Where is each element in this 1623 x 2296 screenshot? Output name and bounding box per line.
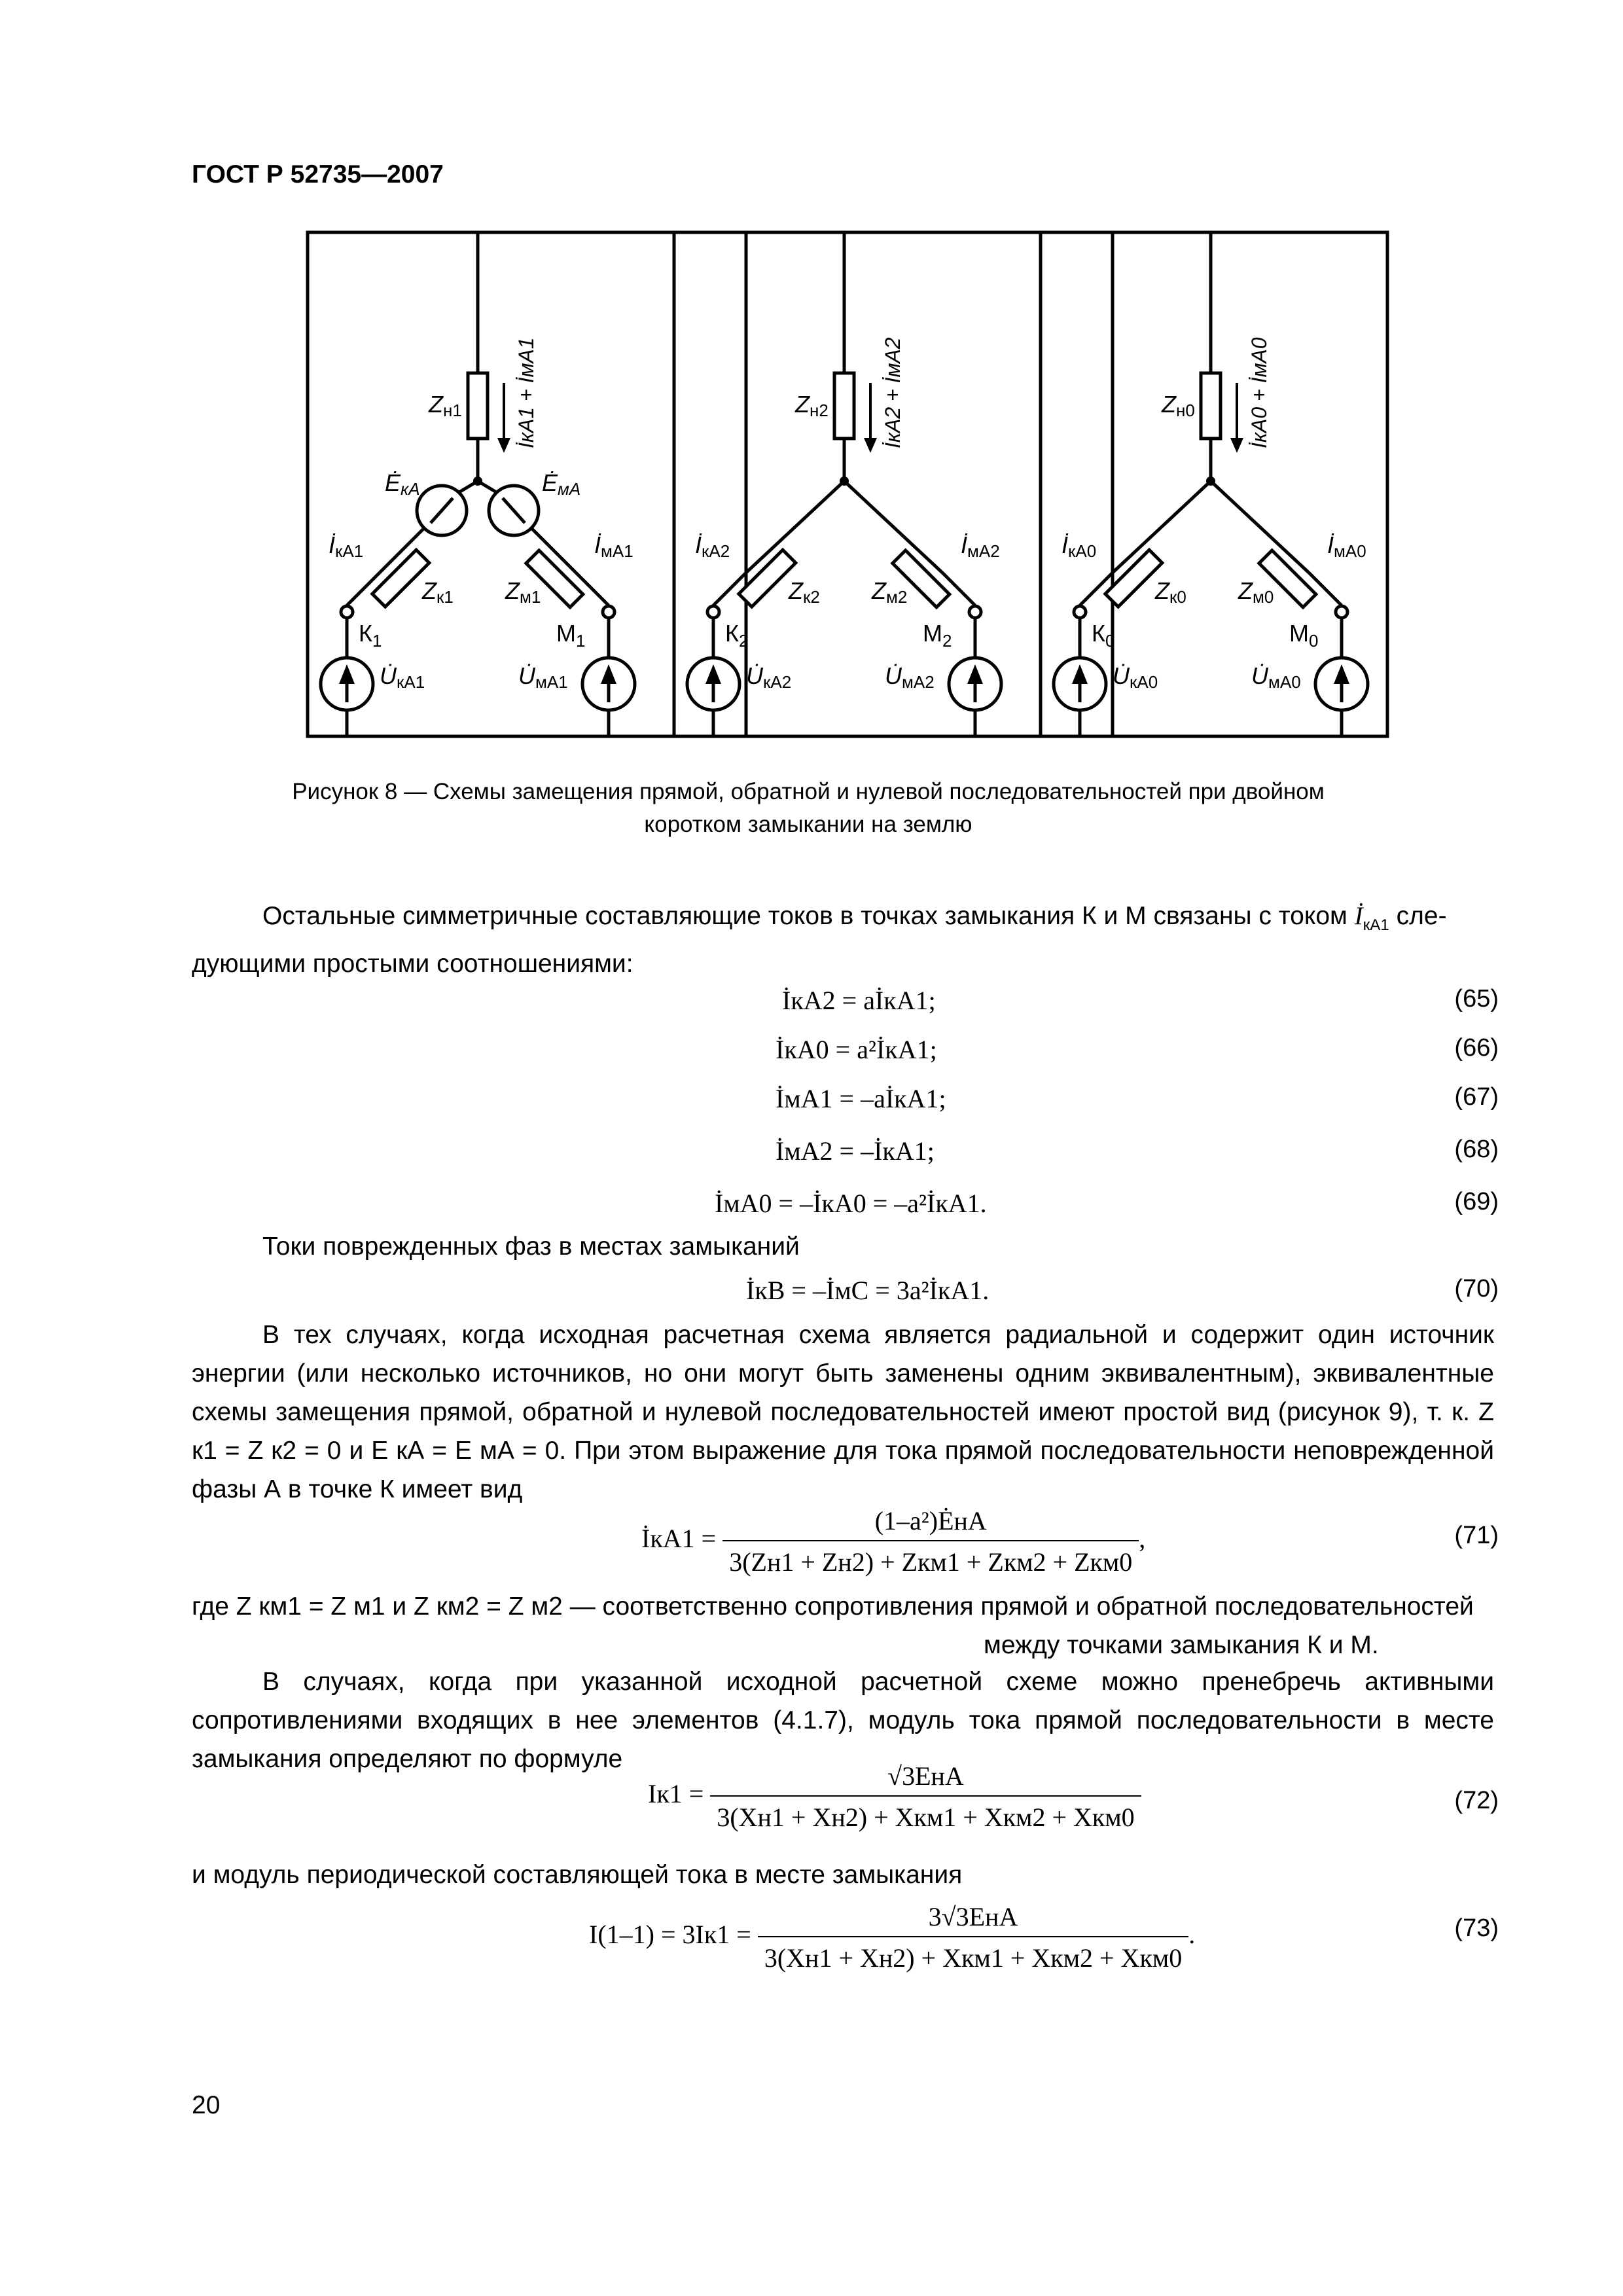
label-current-neutral-1: İкА1 + İмА1 xyxy=(514,337,538,448)
equation-number-66: (66) xyxy=(1454,1034,1499,1062)
label-ika0: İкА0 xyxy=(1061,531,1097,561)
label-uka0: U̇кА0 xyxy=(1113,662,1158,692)
equation-66: İкА0 = a²İкА1; xyxy=(776,1035,937,1064)
label-ima2: İмА2 xyxy=(961,531,1000,561)
equation-number-71: (71) xyxy=(1454,1522,1499,1549)
caption-line-2: коротком замыкании на землю xyxy=(644,812,972,837)
label-ima1: İмА1 xyxy=(594,531,633,561)
equation-65: İкА2 = aİкА1; xyxy=(782,986,936,1015)
label-zn0: Zн0 xyxy=(1162,391,1195,420)
equation-70: İкВ = –İмС = 3a²İкА1. xyxy=(746,1276,990,1305)
label-zk2: Zк2 xyxy=(789,577,820,607)
equation-71: İкА1 = $\frac{\text{(1–a²)ĖнА}}{\text{3(Zн1 + Zн2) + Zкм1 + Zкм2 + Zкм0}}$ , xyxy=(641,1506,1146,1577)
label-zn2: Zн2 xyxy=(795,391,829,420)
label-zk1: Zк1 xyxy=(422,577,454,607)
label-uka1: U̇кА1 xyxy=(380,662,425,692)
label-current-neutral-2: İкА2 + İмА2 xyxy=(881,337,904,448)
page-number: 20 xyxy=(192,2091,221,2119)
label-k2: $К_2$ xyxy=(725,620,749,651)
label-zm1: Zм1 xyxy=(505,577,541,607)
paragraph-2: Токи поврежденных фаз в местах замыканий xyxy=(262,1232,800,1261)
label-uma0: U̇мА0 xyxy=(1251,662,1301,692)
label-uka2: U̇кА2 xyxy=(746,662,792,692)
label-m2: $М_2$ xyxy=(923,620,952,651)
label-zm2: Zм2 xyxy=(872,577,908,607)
equation-number-65: (65) xyxy=(1454,985,1499,1013)
equation-72: Iк1 = $\frac{\text{√3EнА}}{\text{3(Xн1 + Xн2) + Xкм1 + Xкм2 + Xкм0}}$ xyxy=(648,1761,1141,1833)
equation-number-69: (69) xyxy=(1454,1188,1499,1215)
label-ima0: İмА0 xyxy=(1327,531,1366,561)
paragraph-5: В случаях, когда при указанной исходной расчетной схеме можно пренебречь активными сопротивлениями входящих в нее элементов (4.1.7), модуль тока прямой последовательности в месте замыкания определяют по формуле xyxy=(192,1668,1494,1773)
equation-68: İмА2 = –İкА1; xyxy=(776,1136,935,1166)
label-ika2: İкА2 xyxy=(695,531,730,561)
paragraph-1: Остальные симметричные составляющие токов в точках замыкания К и М связаны с током $İ_{кА1}$ сле- дующими простыми соотношениями: xyxy=(192,902,1447,978)
label-ika1: İкА1 xyxy=(329,531,364,561)
equation-69: İмА0 = –İкА0 = –a²İкА1. xyxy=(715,1189,987,1218)
equation-number-70: (70) xyxy=(1454,1275,1499,1302)
equation-67: İмА1 = –aİкА1; xyxy=(776,1084,946,1113)
label-zk0: Zк0 xyxy=(1155,577,1186,607)
label-zm0: Zм0 xyxy=(1238,577,1274,607)
label-k1: $К_1$ xyxy=(359,620,382,651)
caption-line-1: Рисунок 8 — Схемы замещения прямой, обратной и нулевой последовательностей при двойном xyxy=(292,779,1325,804)
equation-number-72: (72) xyxy=(1454,1787,1499,1814)
figure-caption xyxy=(190,776,1427,841)
label-eka: ĖкА xyxy=(385,469,420,499)
paragraph-6: и модуль периодической составляющей тока в месте замыкания xyxy=(192,1861,963,1889)
paragraph-4: где Z км1 = Z м1 и Z км2 = Z м2 — соответственно сопротивления прямой и обратной последовательностей между точками замыкания К и М. xyxy=(192,1592,1474,1659)
label-uma2: U̇мА2 xyxy=(885,662,935,692)
equivalent-circuits-figure xyxy=(288,226,1400,749)
paragraph-3: В тех случаях, когда исходная расчетная схема является радиальной и содержит один источник энергии (или несколько источников, но они могут быть заменены одним эквивалентным), эквивалентные схемы замещения прямой, обратной и нулевой последовательностей имеют простой вид (рисунок 9), т. к. Z к1 = Z к2 = 0 и E кА = E мА = 0. При этом выражение для тока прямой последовательности неповрежденной фазы А в точке К имеет вид xyxy=(192,1321,1494,1503)
label-k0: $К_0$ xyxy=(1092,620,1115,651)
equation-number-67: (67) xyxy=(1454,1083,1499,1111)
label-ema: ĖмА xyxy=(542,469,581,499)
label-current-neutral-0: İкА0 + İмА0 xyxy=(1247,337,1271,448)
label-uma1: U̇мА1 xyxy=(518,662,568,692)
label-m1: $М_1$ xyxy=(556,620,586,651)
equation-number-68: (68) xyxy=(1454,1136,1499,1163)
document-header: ГОСТ Р 52735—2007 xyxy=(192,160,444,188)
label-zn1: Zн1 xyxy=(429,391,462,420)
label-m0: $М_0$ xyxy=(1289,620,1319,651)
equation-number-73: (73) xyxy=(1454,1914,1499,1942)
equation-73: I(1–1) = 3Iк1 = $\frac{\text{3√3EнА}}{\text{3(Xн1 + Xн2) + Xкм1 + Xкм2 + Xкм0}}$ . xyxy=(589,1902,1196,1973)
circuit-positive xyxy=(308,232,749,736)
